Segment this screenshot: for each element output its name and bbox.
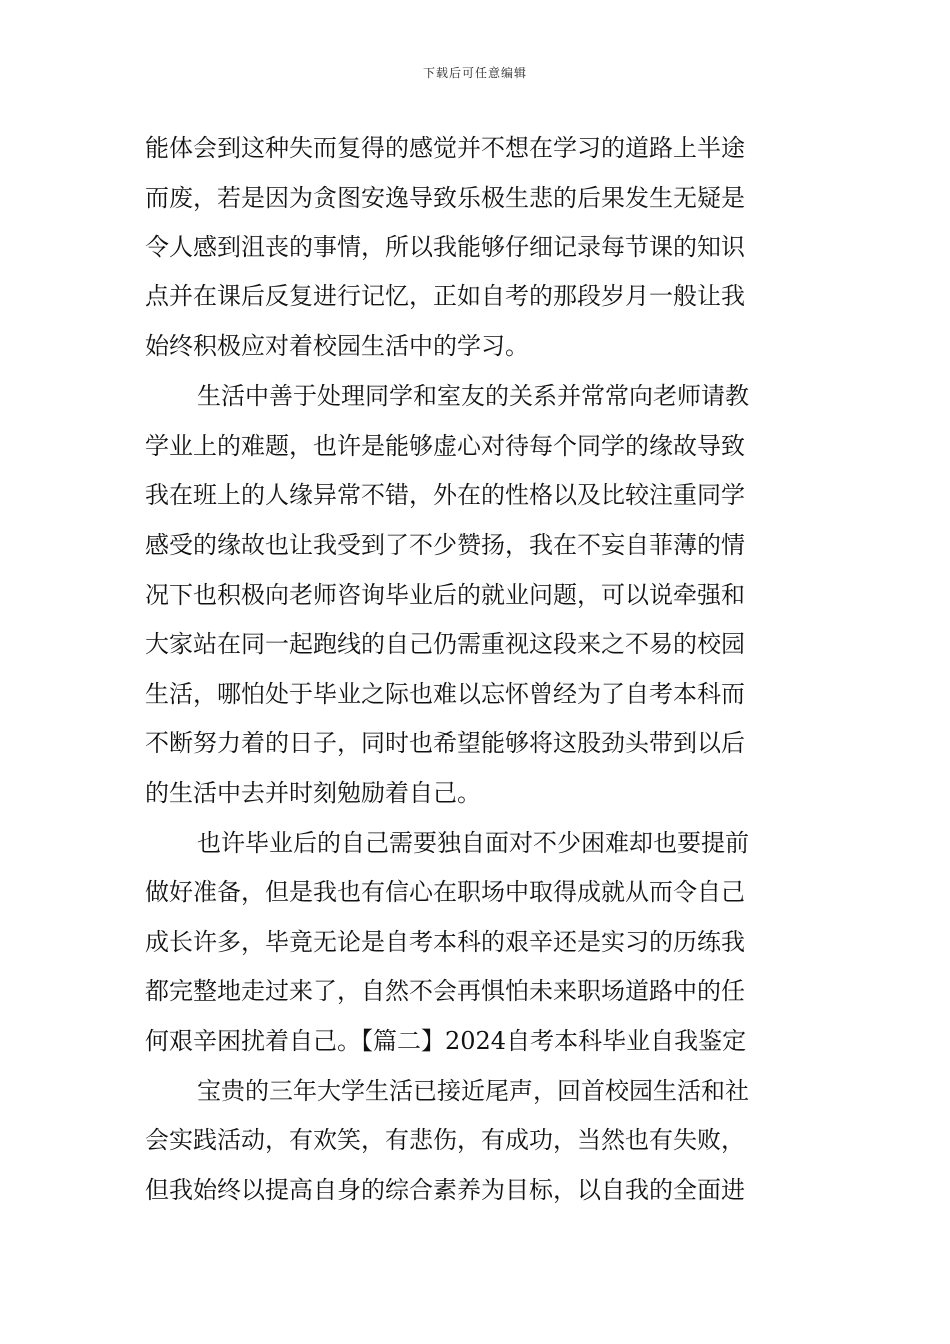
text-line: 能体会到这种失而复得的感觉并不想在学习的道路上半途 [145,134,745,162]
text-line: 大家站在同一起跑线的自己仍需重视这段来之不易的校园 [145,630,745,658]
paragraph-first-line: 也许毕业后的自己需要独自面对不少困难却也要提前 [197,829,749,857]
text-line: 生活，哪怕处于毕业之际也难以忘怀曾经为了自考本科而 [145,680,745,708]
text-line: 做好准备，但是我也有信心在职场中取得成就从而令自己 [145,878,745,906]
text-line: 点并在课后反复进行记忆，正如自考的那段岁月一般让我 [145,282,745,310]
text-line: 感受的缘故也让我受到了不少赞扬，我在不妄自菲薄的情 [145,531,745,559]
text-line: 况下也积极向老师咨询毕业后的就业问题，可以说牵强和 [145,581,745,609]
text-line: 始终积极应对着校园生活中的学习。 [145,332,529,360]
text-line: 令人感到沮丧的事情，所以我能够仔细记录每节课的知识 [145,233,745,261]
text-line: 不断努力着的日子，同时也希望能够将这股劲头带到以后 [145,729,745,757]
text-line: 会实践活动，有欢笑，有悲伤，有成功，当然也有失败， [145,1126,745,1154]
text-line: 学业上的难题，也许是能够虚心对待每个同学的缘故导致 [145,432,745,460]
text-line: 我在班上的人缘异常不错，外在的性格以及比较注重同学 [145,481,745,509]
text-line: 而废，若是因为贪图安逸导致乐极生悲的后果发生无疑是 [145,184,745,212]
text-line: 何艰辛困扰着自己。【篇二】2024自考本科毕业自我鉴定 [145,1027,747,1055]
text-line: 但我始终以提高自身的综合素养为目标，以自我的全面进 [145,1176,745,1204]
text-line: 成长许多，毕竟无论是自考本科的艰辛还是实习的历练我 [145,928,745,956]
text-line: 的生活中去并时刻勉励着自己。 [145,779,481,807]
paragraph-first-line: 生活中善于处理同学和室友的关系并常常向老师请教 [197,382,749,410]
text-line: 都完整地走过来了，自然不会再惧怕未来职场道路中的任 [145,977,745,1005]
page-header: 下载后可任意编辑 [422,66,527,80]
paragraph-first-line: 宝贵的三年大学生活已接近尾声，回首校园生活和社 [197,1077,749,1105]
